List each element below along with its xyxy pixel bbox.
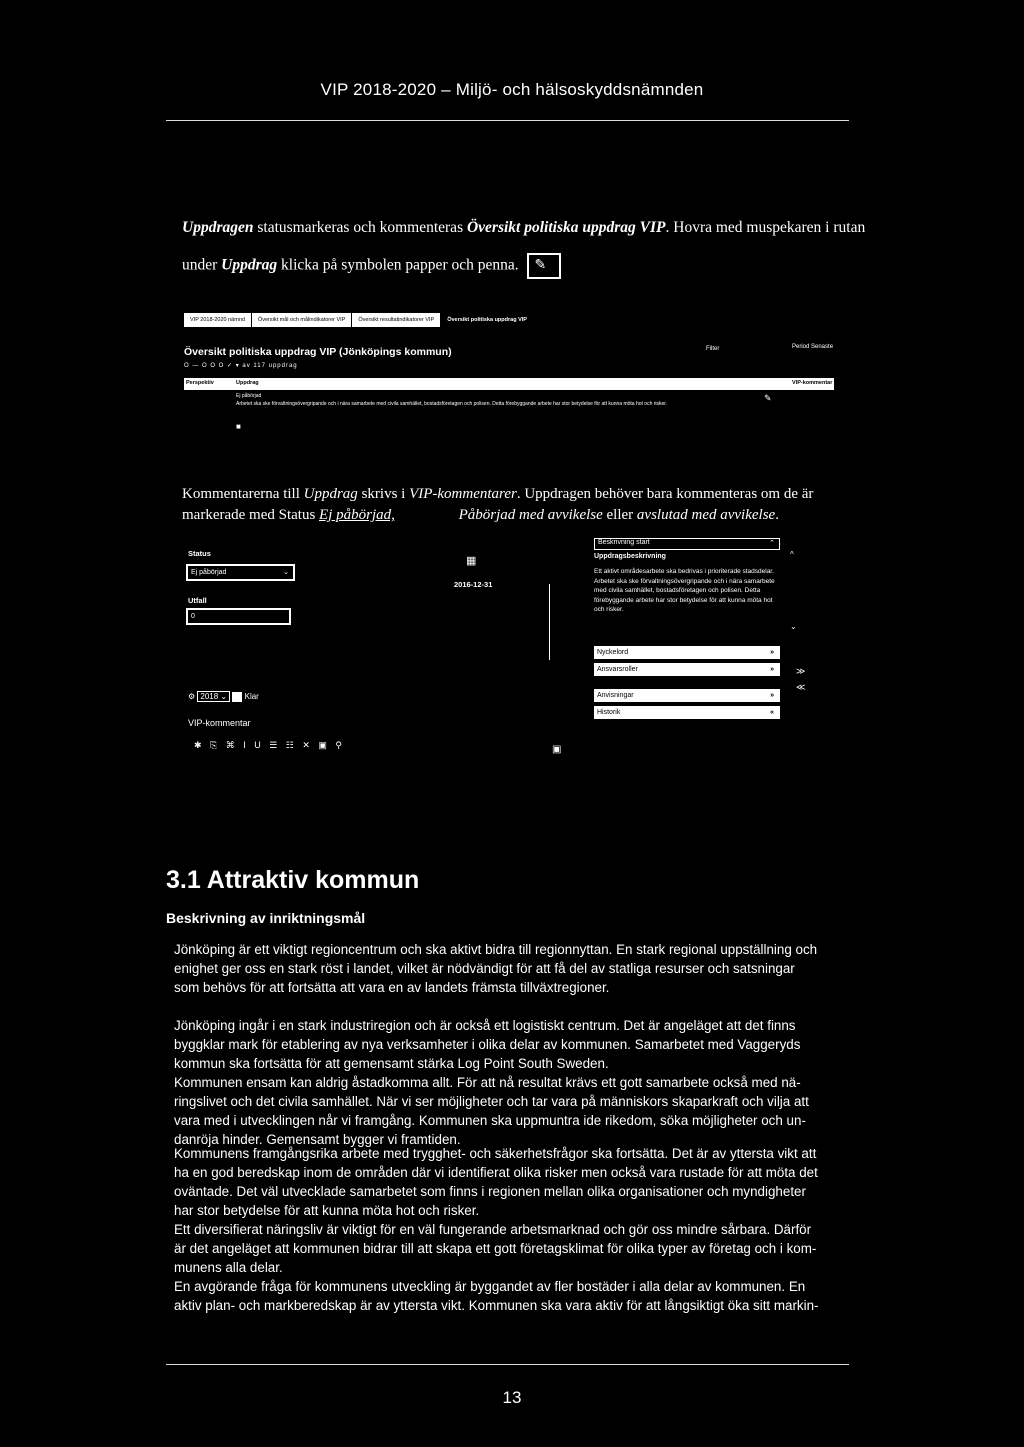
chevron-down-icon: » [770,666,774,673]
body-paragraph [174,1144,844,1220]
expand-icon[interactable]: ■ [236,422,241,431]
rp-keywords-text: Nyckelord [597,649,629,656]
outcome-value: 0 [191,613,195,620]
instr-em: Ej påbörjad, [319,507,395,523]
intro-text: statusmarkeras och kommenteras [253,219,467,236]
text-line: aktiv plan- och markberedskap är av yttersta vikt. Kommunen ska vara aktiv för att långsiktigt öka sitt markin- [174,1298,819,1313]
instr-text: markerade med Status [182,507,320,523]
instr-text: . Uppdragen behöver bara kommenteras om de är [516,486,814,502]
editor-toolbar[interactable]: ✱ ⎘ ⌘ I U ☰ ☷ ✕ ▣ ⚲ [194,740,346,750]
rp-roles-text: Ansvarsroller [597,666,638,673]
chevron-up-icon: « [770,709,774,716]
outcome-input[interactable] [186,608,291,625]
intro-line-2 [182,253,561,279]
status-label: Status [188,549,211,558]
overview-toolbar[interactable]: O — O O O ✓ ▾ av 117 uppdrag [184,363,298,369]
col-assignment: Uppdrag [236,380,259,386]
text-line: har stor betydelse för att kunna möta hot och risker. [174,1203,480,1218]
period-selector[interactable]: Period Senaste [792,344,834,350]
expand-editor-icon[interactable]: ▣ [552,744,562,755]
rp-roles[interactable] [594,663,780,676]
section-subheading: Beskrivning av inriktningsmål [166,910,366,926]
section-heading: 3.1 Attraktiv kommun [166,866,420,894]
expand-all-icon[interactable]: ≫ [796,666,806,676]
comment-instruction-line-1 [182,483,842,505]
page-header: VIP 2018-2020 – Miljö- och hälsoskyddsnämnden [320,80,704,99]
text-line: Ett diversifierat näringsliv är viktigt för en väl fungerande arbetsmarknad och gör oss mindre sårbara. Därför [174,1222,812,1237]
status-value: Ej påbörjad [191,569,227,576]
body-paragraph [174,940,844,997]
instr-text: eller [602,507,637,523]
done-checkbox[interactable] [232,692,242,702]
row-status: Ej påbörjad [236,393,262,399]
text-line: En avgörande fråga för kommunens utveckling är byggandet av fler bostäder i alla delar av kommunen. En [174,1279,806,1294]
body-paragraph [174,1277,844,1315]
overview-table-header [184,378,834,390]
overview-title: Översikt politiska uppdrag VIP (Jönköpings kommun) [184,346,452,358]
body-paragraph [174,1220,844,1277]
filter-label[interactable]: Filter [706,346,720,352]
status-select[interactable] [186,564,295,581]
text-line: oväntade. Det väl utvecklade samarbetet som finns i regionen mellan olika organisationer och myndigheter [174,1184,806,1199]
calendar-icon[interactable]: ▦ [466,555,477,567]
rp-description: Ett aktivt områdesarbete ska bedrivas i prioriterade stadsdelar. Arbetet ska ske förvaltningsövergripande och i nära samarbete med civila samhället, bostadsföretagen och polisen. Detta förebyggande arbete har stor betydelse för att kunna möta hot och risker. [594,568,775,613]
intro-line-1 [182,219,865,237]
chevron-down-icon: » [770,649,774,656]
outcome-label: Utfall [188,596,207,605]
rp-history-text: Historik [597,709,621,716]
intro-em-uppdragen: Uppdragen [182,219,254,236]
breadcrumb-item[interactable]: VIP 2018-2020 nämnd [184,313,252,327]
paper-pen-icon: ✎ [527,253,561,279]
vip-comment-label: VIP-kommentar [188,718,251,728]
text-line: enighet ger oss en stark röst i landet, vilket är nödvändigt för att få del av statliga resurser och satsningar [174,961,795,976]
intro-text: . Hovra med muspekaren i rutan [665,219,866,236]
col-vip: VIP-kommentar [792,380,833,386]
text-line: Kommunen ensam kan aldrig åstadkomma allt. För att nå resultat krävs ett gott samarbete också med nä- [174,1075,801,1090]
text-line: munens alla delar. [174,1260,283,1275]
rp-history[interactable] [594,706,780,719]
divider [549,584,550,660]
row-text: Arbetet ska ske förvaltningsövergripande och i nära samarbete med civila samhället, bostadsföretagen och polisen. Detta förebyggande arbete har stor betydelse för att kunna möta hot och risker. [236,401,668,407]
year-row [188,692,259,702]
breadcrumb-item-current[interactable]: Översikt politiska uppdrag VIP [441,313,834,327]
rp-header[interactable] [594,538,780,550]
text-line: är det angeläget att kommunen bidrar till att skapa ett gott företagsklimat för olika typer av företag och i kom- [174,1241,817,1256]
text-line: danröja hinder. Gemensamt bygger vi framtiden. [174,1132,461,1147]
gear-icon[interactable]: ⚙ [188,692,196,702]
text-line: kommun ska fortsätta för att gemensamt stärka Log Point South Sweden. [174,1056,609,1071]
chevron-up-icon: ⌃ [769,540,775,547]
instr-em: Påbörjad med avvikelse [458,507,603,523]
text-line: som behövs för att fortsätta att vara en av landets främsta tillväxtregioner. [174,980,610,995]
text-line: ringslivet och det civila samhället. När vi ser möjligheter och tar vara på människors skaparkraft och vilja att [174,1094,809,1109]
breadcrumb-item[interactable]: Översikt resultatindikatorer VIP [352,313,441,327]
intro-em-oversikt: Översikt politiska uppdrag VIP [466,219,666,236]
text-line: ha en god beredskap inom de områden där vi identifierat olika risker men också vara rustade för att möta det [174,1165,818,1180]
header-rule [166,120,849,121]
edit-icon[interactable]: ✎ [764,393,772,403]
intro-em-uppdrag: Uppdrag [221,256,278,274]
instr-em: Uppdrag [303,486,358,502]
breadcrumb-item[interactable]: Översikt mål och målindikatorer VIP [252,313,352,327]
chevron-down-icon[interactable]: ⌄ [790,622,797,631]
rp-instructions[interactable] [594,689,780,702]
body-paragraph [174,1073,844,1149]
date-value: 2016-12-31 [454,580,493,589]
page-number: 13 [502,1388,522,1407]
comment-instruction-line-2 [182,504,842,526]
instr-em: VIP-kommentarer [409,486,517,502]
intro-text: klicka på symbolen papper och penna. [277,256,519,274]
rp-keywords[interactable] [594,646,780,659]
collapse-all-icon[interactable]: ≪ [796,682,806,692]
instr-text: . [775,507,779,523]
instr-em: avslutad med avvikelse [636,507,776,523]
breadcrumb [184,313,834,327]
chevron-down-icon: ⌄ [283,569,289,576]
chevron-down-icon: » [770,692,774,699]
rp-instructions-text: Anvisningar [597,692,634,699]
year-select[interactable]: 2018 ⌄ [197,691,230,702]
instr-text: skrivs i [357,486,410,502]
done-label: Klar [244,692,259,702]
rp-title: Uppdragsbeskrivning [594,553,666,560]
col-perspective: Perspektiv [186,380,214,386]
rp-header-text: Beskrivning start [598,539,650,546]
text-line: byggklar mark för etablering av nya verksamheter i olika delar av kommunen. Samarbetet med Vaggeryds [174,1037,801,1052]
text-line: Kommunens framgångsrika arbete med trygghet- och säkerhetsfrågor ska fortsätta. Det är av yttersta vikt att [174,1146,817,1161]
text-line: Jönköping är ett viktigt regioncentrum och ska aktivt bidra till regionnyttan. En stark regional uppställning och [174,942,818,957]
edit-form-screenshot [182,536,812,766]
text-line: vara med i utvecklingen når vi framgång. Kommunen ska uppmuntra ide rikedom, söka möjligheter och un- [174,1113,806,1128]
text-line: Jönköping ingår i en stark industriregion och är också ett logistiskt centrum. Det är angeläget att det finns [174,1018,796,1033]
intro-text: under [182,256,222,274]
collapse-icon[interactable]: ^ [790,550,794,559]
year-value: 2018 [200,692,219,702]
body-paragraph [174,1016,844,1073]
footer-rule [166,1364,849,1365]
instr-text: Kommentarerna till [182,486,304,502]
